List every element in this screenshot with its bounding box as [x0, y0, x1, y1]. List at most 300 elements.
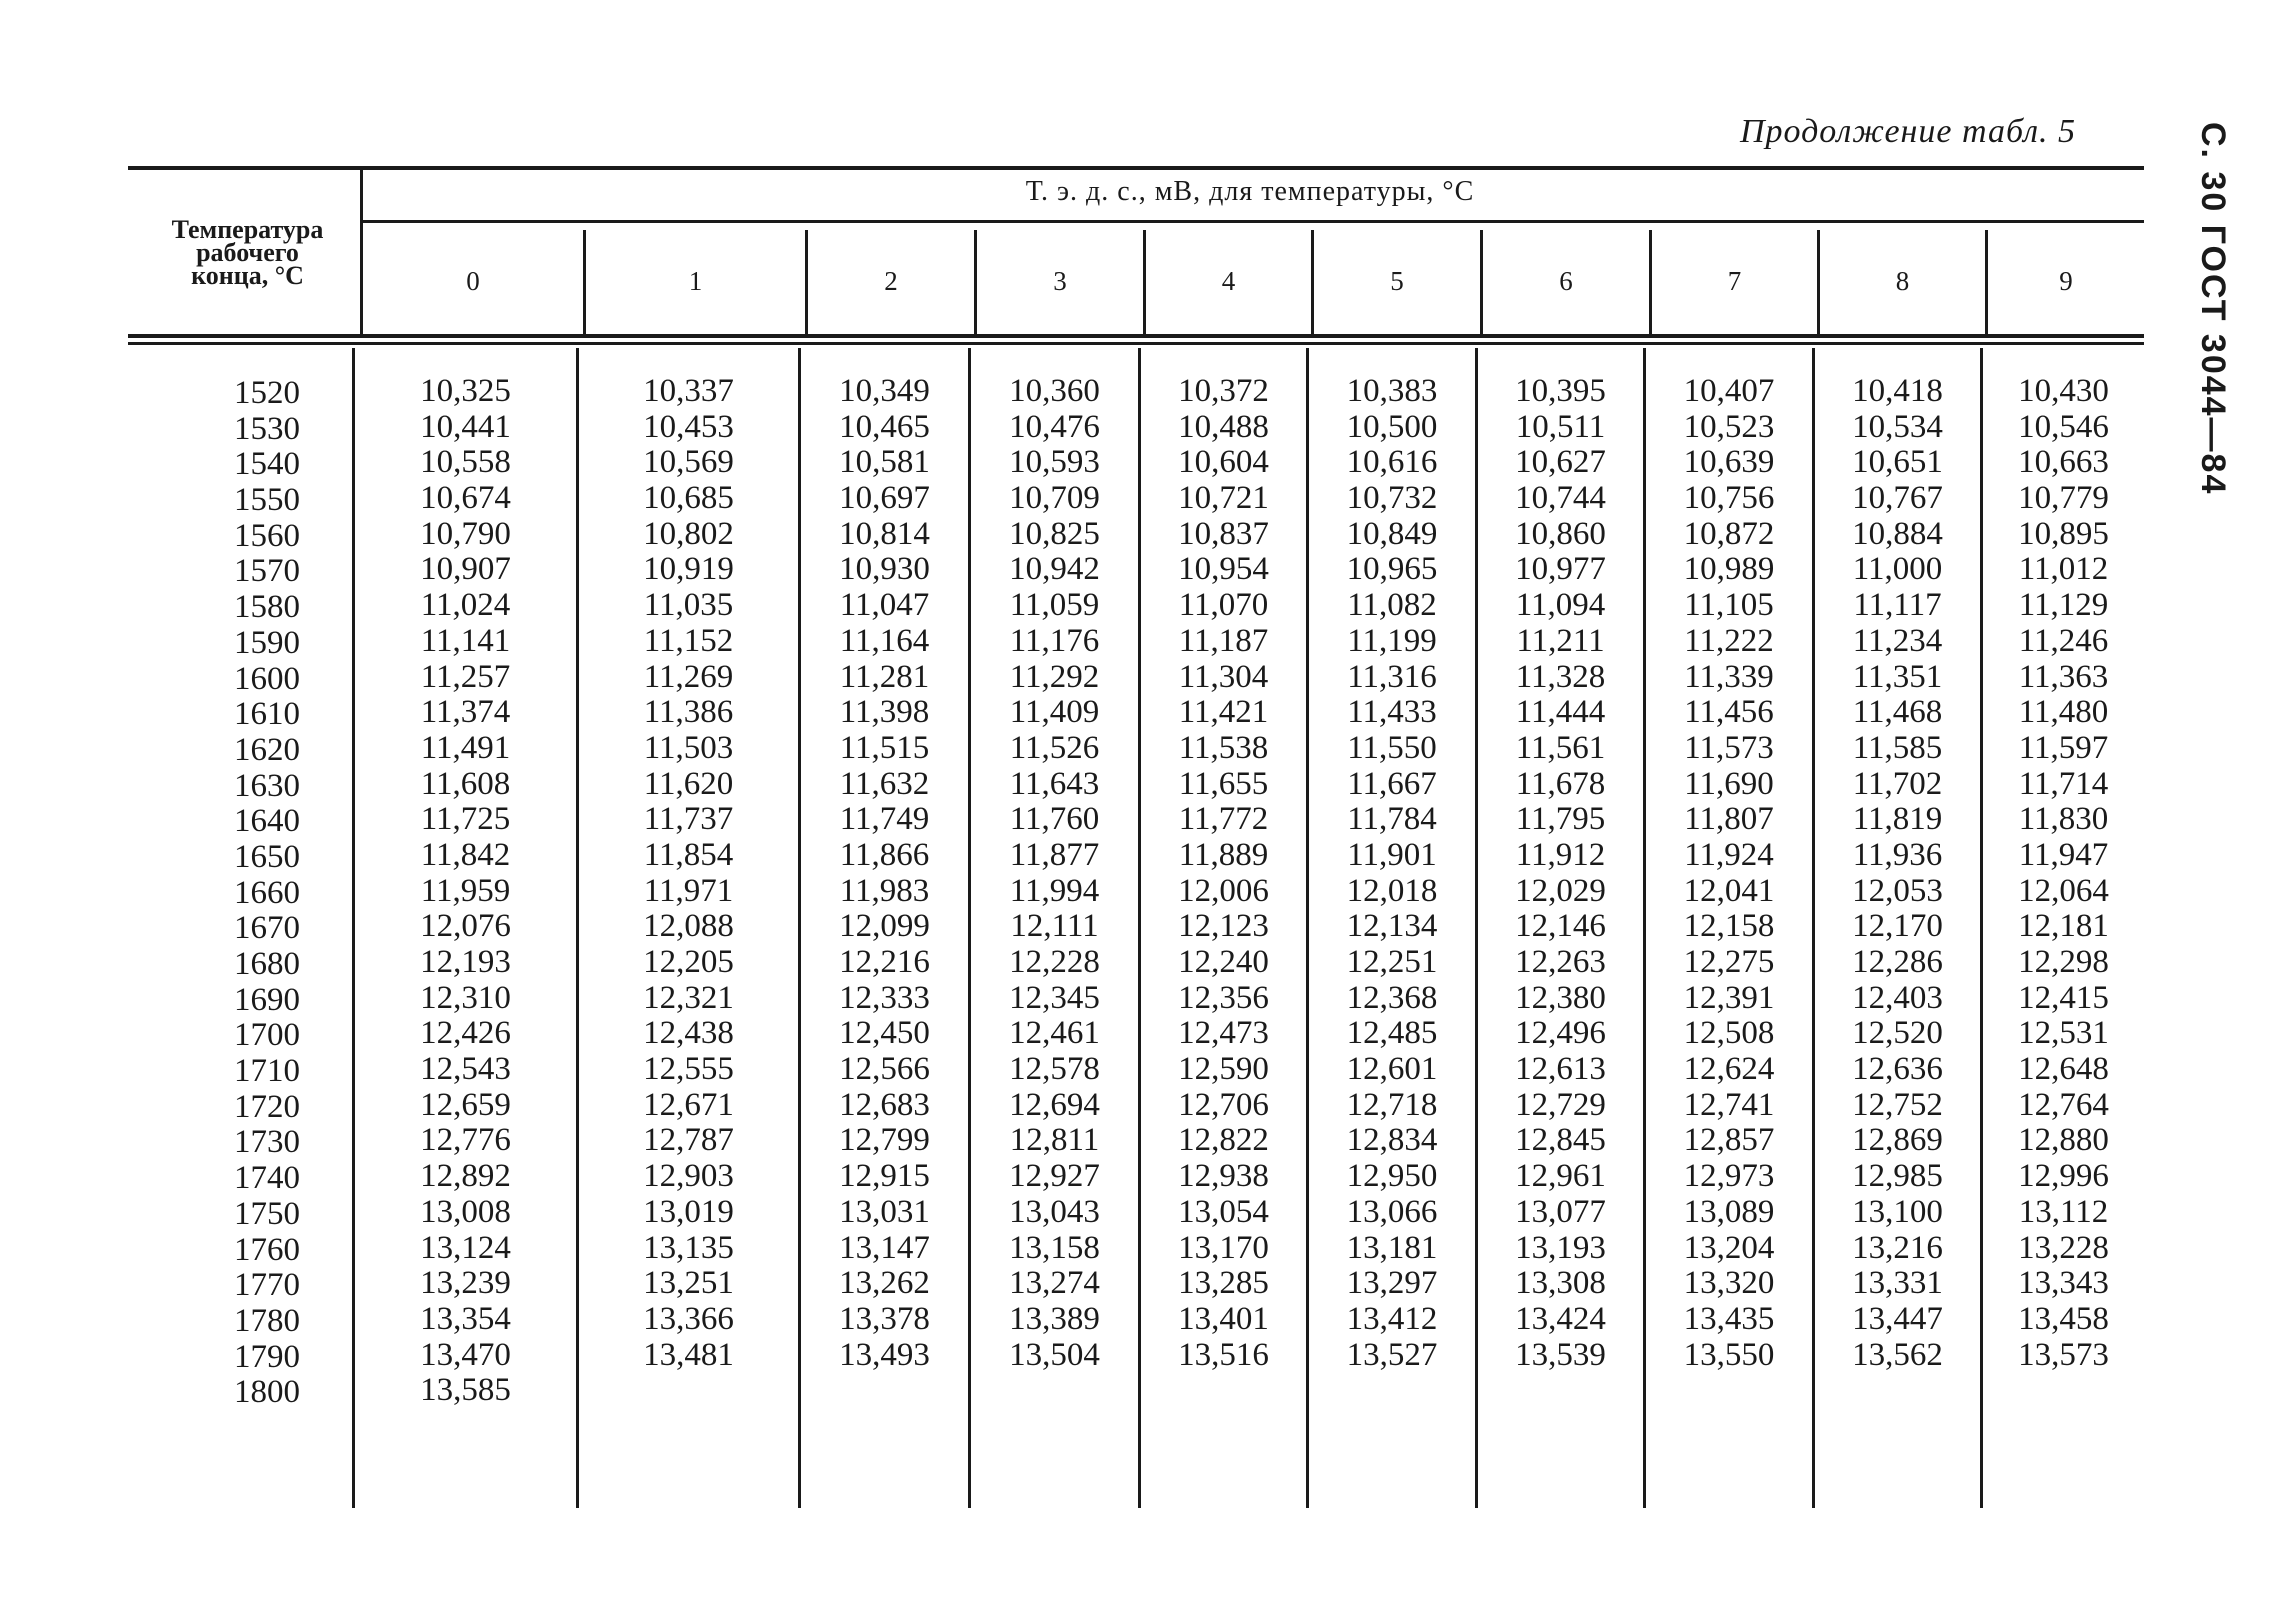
data-column-2: [801, 374, 968, 1373]
value-cell: 11,585: [1852, 729, 1943, 766]
value-cell: 12,356: [1178, 979, 1269, 1016]
value-cell: 11,772: [1178, 801, 1269, 838]
value-cell: 12,438: [643, 1015, 734, 1052]
value-cell: 10,825: [1009, 515, 1100, 552]
value-cell: 13,435: [1683, 1300, 1775, 1337]
temperature-cell: 1740: [234, 1160, 300, 1197]
value-cell: 11,901: [1347, 836, 1437, 873]
value-cell: 11,456: [1684, 694, 1774, 731]
data-column-0: [355, 374, 576, 1409]
value-cell: 12,228: [1009, 944, 1100, 980]
temperature-cell: 1670: [234, 910, 300, 947]
value-cell: 12,590: [1178, 1051, 1269, 1088]
value-cell: 10,546: [2018, 408, 2109, 445]
temperature-cell: 1600: [234, 660, 300, 697]
value-cell: 11,515: [839, 729, 930, 766]
value-cell: 12,216: [839, 944, 930, 980]
value-cell: 12,240: [1178, 944, 1269, 980]
value-cell: 12,718: [1346, 1086, 1438, 1123]
value-cell: 13,181: [1346, 1229, 1438, 1266]
value-cell: 11,292: [1009, 658, 1100, 695]
temperature-cell: 1580: [234, 589, 300, 626]
value-cell: 10,790: [420, 515, 511, 552]
value-cell: 11,246: [2018, 622, 2109, 659]
value-cell: 13,585: [420, 1372, 511, 1409]
value-cell: 11,947: [2018, 836, 2109, 873]
value-cell: 12,938: [1178, 1158, 1269, 1195]
value-cell: 10,779: [2018, 480, 2109, 517]
value-cell: 11,105: [1684, 587, 1774, 624]
temperature-cell: 1590: [234, 624, 300, 661]
value-cell: 11,620: [643, 765, 734, 802]
value-cell: 10,453: [643, 408, 734, 445]
value-cell: 12,671: [643, 1086, 734, 1123]
data-column-9: [1983, 374, 2144, 1373]
value-cell: 12,915: [839, 1158, 930, 1195]
value-cell: 13,504: [1009, 1336, 1100, 1373]
value-cell: 10,372: [1178, 373, 1269, 409]
value-cell: 11,959: [420, 872, 511, 909]
value-cell: 10,872: [1683, 515, 1775, 552]
value-cell: 13,251: [643, 1265, 734, 1302]
value-cell: 13,527: [1346, 1336, 1438, 1373]
value-cell: 10,919: [643, 551, 734, 588]
value-cell: 10,604: [1178, 444, 1269, 481]
temperature-cell: 1540: [234, 446, 300, 483]
value-cell: 13,077: [1515, 1193, 1606, 1230]
value-cell: 11,690: [1684, 765, 1774, 802]
value-cell: 12,286: [1852, 944, 1943, 980]
row-header-line-1: Температура: [171, 215, 324, 244]
data-column-5: [1309, 374, 1475, 1373]
temperature-cell: 1570: [234, 553, 300, 590]
value-cell: 13,458: [2018, 1300, 2109, 1337]
value-cell: 13,031: [839, 1193, 930, 1230]
value-cell: 13,112: [2018, 1193, 2109, 1230]
value-cell: 12,076: [420, 908, 511, 945]
value-cell: 11,936: [1852, 836, 1943, 873]
temperature-cell: 1690: [234, 981, 300, 1018]
value-cell: 11,304: [1178, 658, 1269, 695]
value-cell: 10,767: [1852, 480, 1943, 517]
value-cell: 11,480: [2018, 694, 2109, 731]
value-cell: 12,752: [1852, 1086, 1943, 1123]
value-cell: 11,597: [2018, 729, 2109, 766]
value-cell: 12,776: [420, 1122, 511, 1159]
temperature-cell: 1750: [234, 1195, 300, 1232]
row-header-line-2: рабочего: [196, 238, 299, 267]
value-cell: 13,297: [1346, 1265, 1438, 1302]
column-header-3: 3: [1053, 266, 1067, 296]
value-cell: 13,447: [1852, 1300, 1943, 1337]
temperature-column: [170, 376, 300, 1411]
value-cell: 12,158: [1683, 908, 1775, 945]
value-cell: 12,380: [1515, 979, 1606, 1016]
value-cell: 10,418: [1852, 373, 1943, 409]
temperature-cell: 1650: [234, 838, 300, 875]
value-cell: 10,500: [1346, 408, 1438, 445]
value-cell: 13,135: [643, 1229, 734, 1266]
data-column-6: [1478, 374, 1643, 1373]
page-reference: [2188, 122, 2248, 496]
value-cell: 13,228: [2018, 1229, 2109, 1266]
value-cell: 12,520: [1852, 1015, 1943, 1052]
temperature-cell: 1610: [234, 696, 300, 733]
value-cell: 13,366: [643, 1300, 734, 1337]
value-cell: 13,066: [1346, 1193, 1438, 1230]
value-cell: 11,351: [1852, 658, 1943, 695]
value-cell: 10,360: [1009, 373, 1100, 409]
value-cell: 10,593: [1009, 444, 1100, 481]
data-column-1: [579, 374, 798, 1373]
value-cell: 12,659: [420, 1086, 511, 1123]
temperature-cell: 1640: [234, 803, 300, 840]
page-reference-text: С. 30 ГОСТ 3044—84: [2194, 122, 2232, 496]
value-cell: 10,349: [839, 373, 930, 409]
value-cell: 11,035: [643, 587, 734, 624]
value-cell: 12,263: [1515, 944, 1606, 980]
value-cell: 12,787: [643, 1122, 734, 1159]
value-cell: 12,624: [1683, 1051, 1775, 1088]
value-cell: 13,216: [1852, 1229, 1943, 1266]
temperature-cell: 1770: [234, 1267, 300, 1304]
group-header: Т. э. д. с., мВ, для температуры, °С: [1025, 176, 1475, 207]
value-cell: 11,842: [420, 836, 511, 873]
value-cell: 12,368: [1346, 979, 1438, 1016]
value-cell: 12,799: [839, 1122, 930, 1159]
value-cell: 13,331: [1852, 1265, 1943, 1302]
value-cell: 13,550: [1683, 1336, 1775, 1373]
value-cell: 10,965: [1346, 551, 1438, 588]
table-caption: Продолжение табл. 5: [1740, 113, 2077, 150]
value-cell: 13,470: [420, 1336, 511, 1373]
value-cell: 11,784: [1347, 801, 1437, 838]
value-cell: 10,581: [839, 444, 930, 481]
value-cell: 11,971: [643, 872, 734, 909]
value-cell: 11,409: [1009, 694, 1100, 731]
value-cell: 12,064: [2018, 872, 2109, 909]
value-cell: 10,697: [839, 480, 930, 517]
value-cell: 12,473: [1178, 1015, 1269, 1052]
value-cell: 12,088: [643, 908, 734, 945]
value-cell: 10,942: [1009, 551, 1100, 588]
column-header-1: 1: [688, 266, 703, 296]
value-cell: 11,714: [2018, 765, 2109, 802]
value-cell: 13,054: [1178, 1193, 1269, 1230]
temperature-cell: 1550: [234, 482, 300, 519]
value-cell: 12,450: [839, 1015, 930, 1052]
value-cell: 12,857: [1683, 1122, 1775, 1159]
value-cell: 12,601: [1346, 1051, 1438, 1088]
value-cell: 10,849: [1346, 515, 1438, 552]
value-cell: 10,989: [1683, 551, 1775, 588]
value-cell: 10,674: [420, 480, 511, 517]
temperature-cell: 1790: [234, 1338, 300, 1375]
value-cell: 13,493: [839, 1336, 930, 1373]
value-cell: 11,830: [2018, 801, 2109, 838]
value-cell: 10,802: [643, 515, 734, 552]
value-cell: 12,134: [1346, 908, 1438, 945]
value-cell: 12,648: [2018, 1051, 2109, 1088]
value-cell: 12,741: [1683, 1086, 1775, 1123]
value-cell: 10,721: [1178, 480, 1269, 517]
value-cell: 12,006: [1178, 872, 1269, 909]
value-cell: 11,117: [1853, 587, 1942, 624]
value-cell: 13,401: [1178, 1300, 1269, 1337]
value-cell: 11,047: [839, 587, 930, 624]
value-cell: 10,744: [1515, 480, 1606, 517]
value-cell: 11,281: [839, 658, 930, 695]
temperature-cell: 1720: [234, 1088, 300, 1125]
value-cell: 10,685: [643, 480, 734, 517]
value-cell: 10,523: [1683, 408, 1775, 445]
value-cell: 13,285: [1178, 1265, 1269, 1302]
value-cell: 11,538: [1178, 729, 1269, 766]
value-cell: 12,193: [420, 944, 511, 980]
value-cell: 11,994: [1009, 872, 1100, 909]
value-cell: 11,526: [1009, 729, 1100, 766]
value-cell: 12,018: [1346, 872, 1438, 909]
column-header-6: 6: [1559, 266, 1573, 296]
value-cell: 12,310: [420, 979, 511, 1016]
row-header-line-3: конца, °С: [191, 261, 304, 290]
value-cell: 10,756: [1683, 480, 1775, 517]
value-cell: 10,441: [420, 408, 511, 445]
value-cell: 11,725: [420, 801, 511, 838]
value-cell: 12,508: [1683, 1015, 1775, 1052]
value-cell: 12,333: [839, 979, 930, 1016]
data-column-4: [1141, 374, 1306, 1373]
temperature-cell: 1800: [234, 1374, 300, 1411]
value-cell: 11,503: [643, 729, 734, 766]
value-cell: 12,950: [1346, 1158, 1438, 1195]
value-cell: 12,029: [1515, 872, 1606, 909]
value-cell: 12,903: [643, 1158, 734, 1195]
temperature-cell: 1520: [234, 375, 300, 411]
value-cell: 12,391: [1683, 979, 1775, 1016]
value-cell: 10,814: [839, 515, 930, 552]
temperature-cell: 1560: [234, 517, 300, 554]
value-cell: 11,678: [1515, 765, 1606, 802]
temperature-cell: 1620: [234, 731, 300, 768]
value-cell: 11,012: [2018, 551, 2109, 588]
value-cell: 12,146: [1515, 908, 1606, 945]
value-cell: 12,566: [839, 1051, 930, 1088]
value-cell: 11,468: [1852, 694, 1943, 731]
value-cell: 12,892: [420, 1158, 511, 1195]
value-cell: 13,019: [643, 1193, 734, 1230]
value-cell: 11,421: [1178, 694, 1269, 731]
column-header-2: 2: [884, 266, 898, 296]
value-cell: 11,643: [1009, 765, 1100, 802]
value-cell: 11,257: [420, 658, 511, 695]
value-cell: 11,059: [1009, 587, 1100, 624]
value-cell: 11,795: [1515, 801, 1606, 838]
value-cell: 10,383: [1346, 373, 1438, 409]
value-cell: 11,819: [1852, 801, 1943, 838]
value-cell: 12,729: [1515, 1086, 1606, 1123]
value-cell: 12,985: [1852, 1158, 1943, 1195]
value-cell: 11,573: [1684, 729, 1774, 766]
value-cell: 12,880: [2018, 1122, 2109, 1159]
header-bottom-rule-2: [128, 342, 2144, 345]
value-cell: 13,124: [420, 1229, 511, 1266]
value-cell: 10,511: [1515, 408, 1606, 445]
value-cell: 10,954: [1178, 551, 1269, 588]
value-cell: 11,561: [1515, 729, 1606, 766]
value-cell: 11,866: [839, 836, 930, 873]
value-cell: 12,099: [839, 908, 930, 945]
value-cell: 12,613: [1515, 1051, 1606, 1088]
value-cell: 12,426: [420, 1015, 511, 1052]
value-cell: 11,655: [1178, 765, 1269, 802]
temperature-cell: 1730: [234, 1124, 300, 1161]
value-cell: 11,433: [1347, 694, 1437, 731]
value-cell: 11,608: [420, 765, 511, 802]
value-cell: 12,927: [1009, 1158, 1100, 1195]
value-cell: 13,100: [1852, 1193, 1943, 1230]
column-header-5: 5: [1390, 266, 1404, 296]
value-cell: 12,636: [1852, 1051, 1943, 1088]
value-cell: 11,444: [1515, 694, 1606, 731]
value-cell: 11,854: [643, 836, 734, 873]
value-cell: 13,343: [2018, 1265, 2109, 1302]
value-cell: 11,386: [643, 694, 734, 731]
value-cell: 10,627: [1515, 444, 1606, 481]
value-cell: 10,732: [1346, 480, 1438, 517]
value-cell: 10,639: [1683, 444, 1775, 481]
value-cell: 11,983: [839, 872, 930, 909]
value-cell: 12,111: [1010, 908, 1099, 945]
value-cell: 11,199: [1347, 622, 1437, 659]
value-cell: 11,094: [1515, 587, 1606, 624]
value-cell: 12,298: [2018, 944, 2109, 980]
data-column-3: [971, 374, 1138, 1373]
value-cell: 11,316: [1347, 658, 1437, 695]
value-cell: 13,147: [839, 1229, 930, 1266]
value-cell: 10,488: [1178, 408, 1269, 445]
value-cell: 10,616: [1346, 444, 1438, 481]
value-cell: 10,558: [420, 444, 511, 481]
value-cell: 10,430: [2018, 373, 2109, 409]
value-cell: 11,211: [1516, 622, 1605, 659]
value-cell: 12,461: [1009, 1015, 1100, 1052]
value-cell: 11,234: [1852, 622, 1943, 659]
value-cell: 10,407: [1683, 373, 1775, 409]
value-cell: 12,822: [1178, 1122, 1269, 1159]
value-cell: 11,141: [420, 622, 511, 659]
value-cell: 10,395: [1515, 373, 1606, 409]
value-cell: 12,205: [643, 944, 734, 980]
value-cell: 12,996: [2018, 1158, 2109, 1195]
value-cell: 13,424: [1515, 1300, 1606, 1337]
value-cell: 13,204: [1683, 1229, 1775, 1266]
value-cell: 12,555: [643, 1051, 734, 1088]
value-cell: 13,562: [1852, 1336, 1943, 1373]
value-cell: 13,378: [839, 1300, 930, 1337]
temperature-cell: 1700: [234, 1017, 300, 1054]
value-cell: 10,930: [839, 551, 930, 588]
value-cell: 10,860: [1515, 515, 1606, 552]
value-cell: 10,465: [839, 408, 930, 445]
value-cell: 13,089: [1683, 1193, 1775, 1230]
header-bottom-rule-1: [128, 334, 2144, 338]
value-cell: 11,269: [643, 658, 734, 695]
value-cell: 10,907: [420, 551, 511, 588]
value-cell: 12,531: [2018, 1015, 2109, 1052]
value-cell: 11,632: [839, 765, 930, 802]
temperature-cell: 1630: [234, 767, 300, 804]
value-cell: 11,702: [1852, 765, 1943, 802]
value-cell: 11,912: [1515, 836, 1606, 873]
value-cell: 13,389: [1009, 1300, 1100, 1337]
value-cell: 10,569: [643, 444, 734, 481]
value-cell: 11,129: [2018, 587, 2109, 624]
value-cell: 13,008: [420, 1193, 511, 1230]
value-cell: 11,187: [1178, 622, 1269, 659]
column-header-9: 9: [2059, 266, 2073, 296]
value-cell: 12,973: [1683, 1158, 1775, 1195]
column-header-0: 0: [466, 266, 480, 296]
temperature-cell: 1660: [234, 874, 300, 911]
value-cell: 12,834: [1346, 1122, 1438, 1159]
value-cell: 12,845: [1515, 1122, 1606, 1159]
value-cell: 11,889: [1178, 836, 1269, 873]
value-cell: 13,262: [839, 1265, 930, 1302]
value-cell: 13,170: [1178, 1229, 1269, 1266]
value-cell: 12,053: [1852, 872, 1943, 909]
temperature-cell: 1760: [234, 1231, 300, 1268]
value-cell: 13,308: [1515, 1265, 1606, 1302]
value-cell: 11,737: [643, 801, 734, 838]
value-cell: 12,321: [643, 979, 734, 1016]
value-cell: 12,961: [1515, 1158, 1606, 1195]
temperature-cell: 1780: [234, 1302, 300, 1339]
value-cell: 11,749: [839, 801, 930, 838]
value-cell: 12,181: [2018, 908, 2109, 945]
column-header-4: 4: [1221, 266, 1236, 296]
value-cell: 12,578: [1009, 1051, 1100, 1088]
data-column-7: [1646, 374, 1812, 1373]
value-cell: 10,837: [1178, 515, 1269, 552]
value-cell: 11,070: [1178, 587, 1269, 624]
value-cell: 13,043: [1009, 1193, 1100, 1230]
value-cell: 10,895: [2018, 515, 2109, 552]
value-cell: 13,158: [1009, 1229, 1100, 1266]
value-cell: 12,041: [1683, 872, 1775, 909]
value-cell: 11,924: [1684, 836, 1774, 873]
value-cell: 13,412: [1346, 1300, 1438, 1337]
value-cell: 12,764: [2018, 1086, 2109, 1123]
value-cell: 12,251: [1346, 944, 1438, 980]
value-cell: 11,807: [1684, 801, 1774, 838]
value-cell: 11,164: [839, 622, 930, 659]
value-cell: 11,667: [1347, 765, 1437, 802]
value-cell: 12,485: [1346, 1015, 1438, 1052]
row-header: [140, 215, 355, 290]
column-header-7: 7: [1727, 266, 1742, 296]
value-cell: 11,024: [420, 587, 511, 624]
column-header-rule: [362, 220, 2144, 223]
value-cell: 13,354: [420, 1300, 511, 1337]
value-cell: 12,123: [1178, 908, 1269, 945]
temperature-cell: 1680: [234, 946, 300, 982]
value-cell: 12,170: [1852, 908, 1943, 945]
value-cell: 13,320: [1683, 1265, 1775, 1302]
value-cell: 12,496: [1515, 1015, 1606, 1052]
value-cell: 13,274: [1009, 1265, 1100, 1302]
value-cell: 13,239: [420, 1265, 511, 1302]
